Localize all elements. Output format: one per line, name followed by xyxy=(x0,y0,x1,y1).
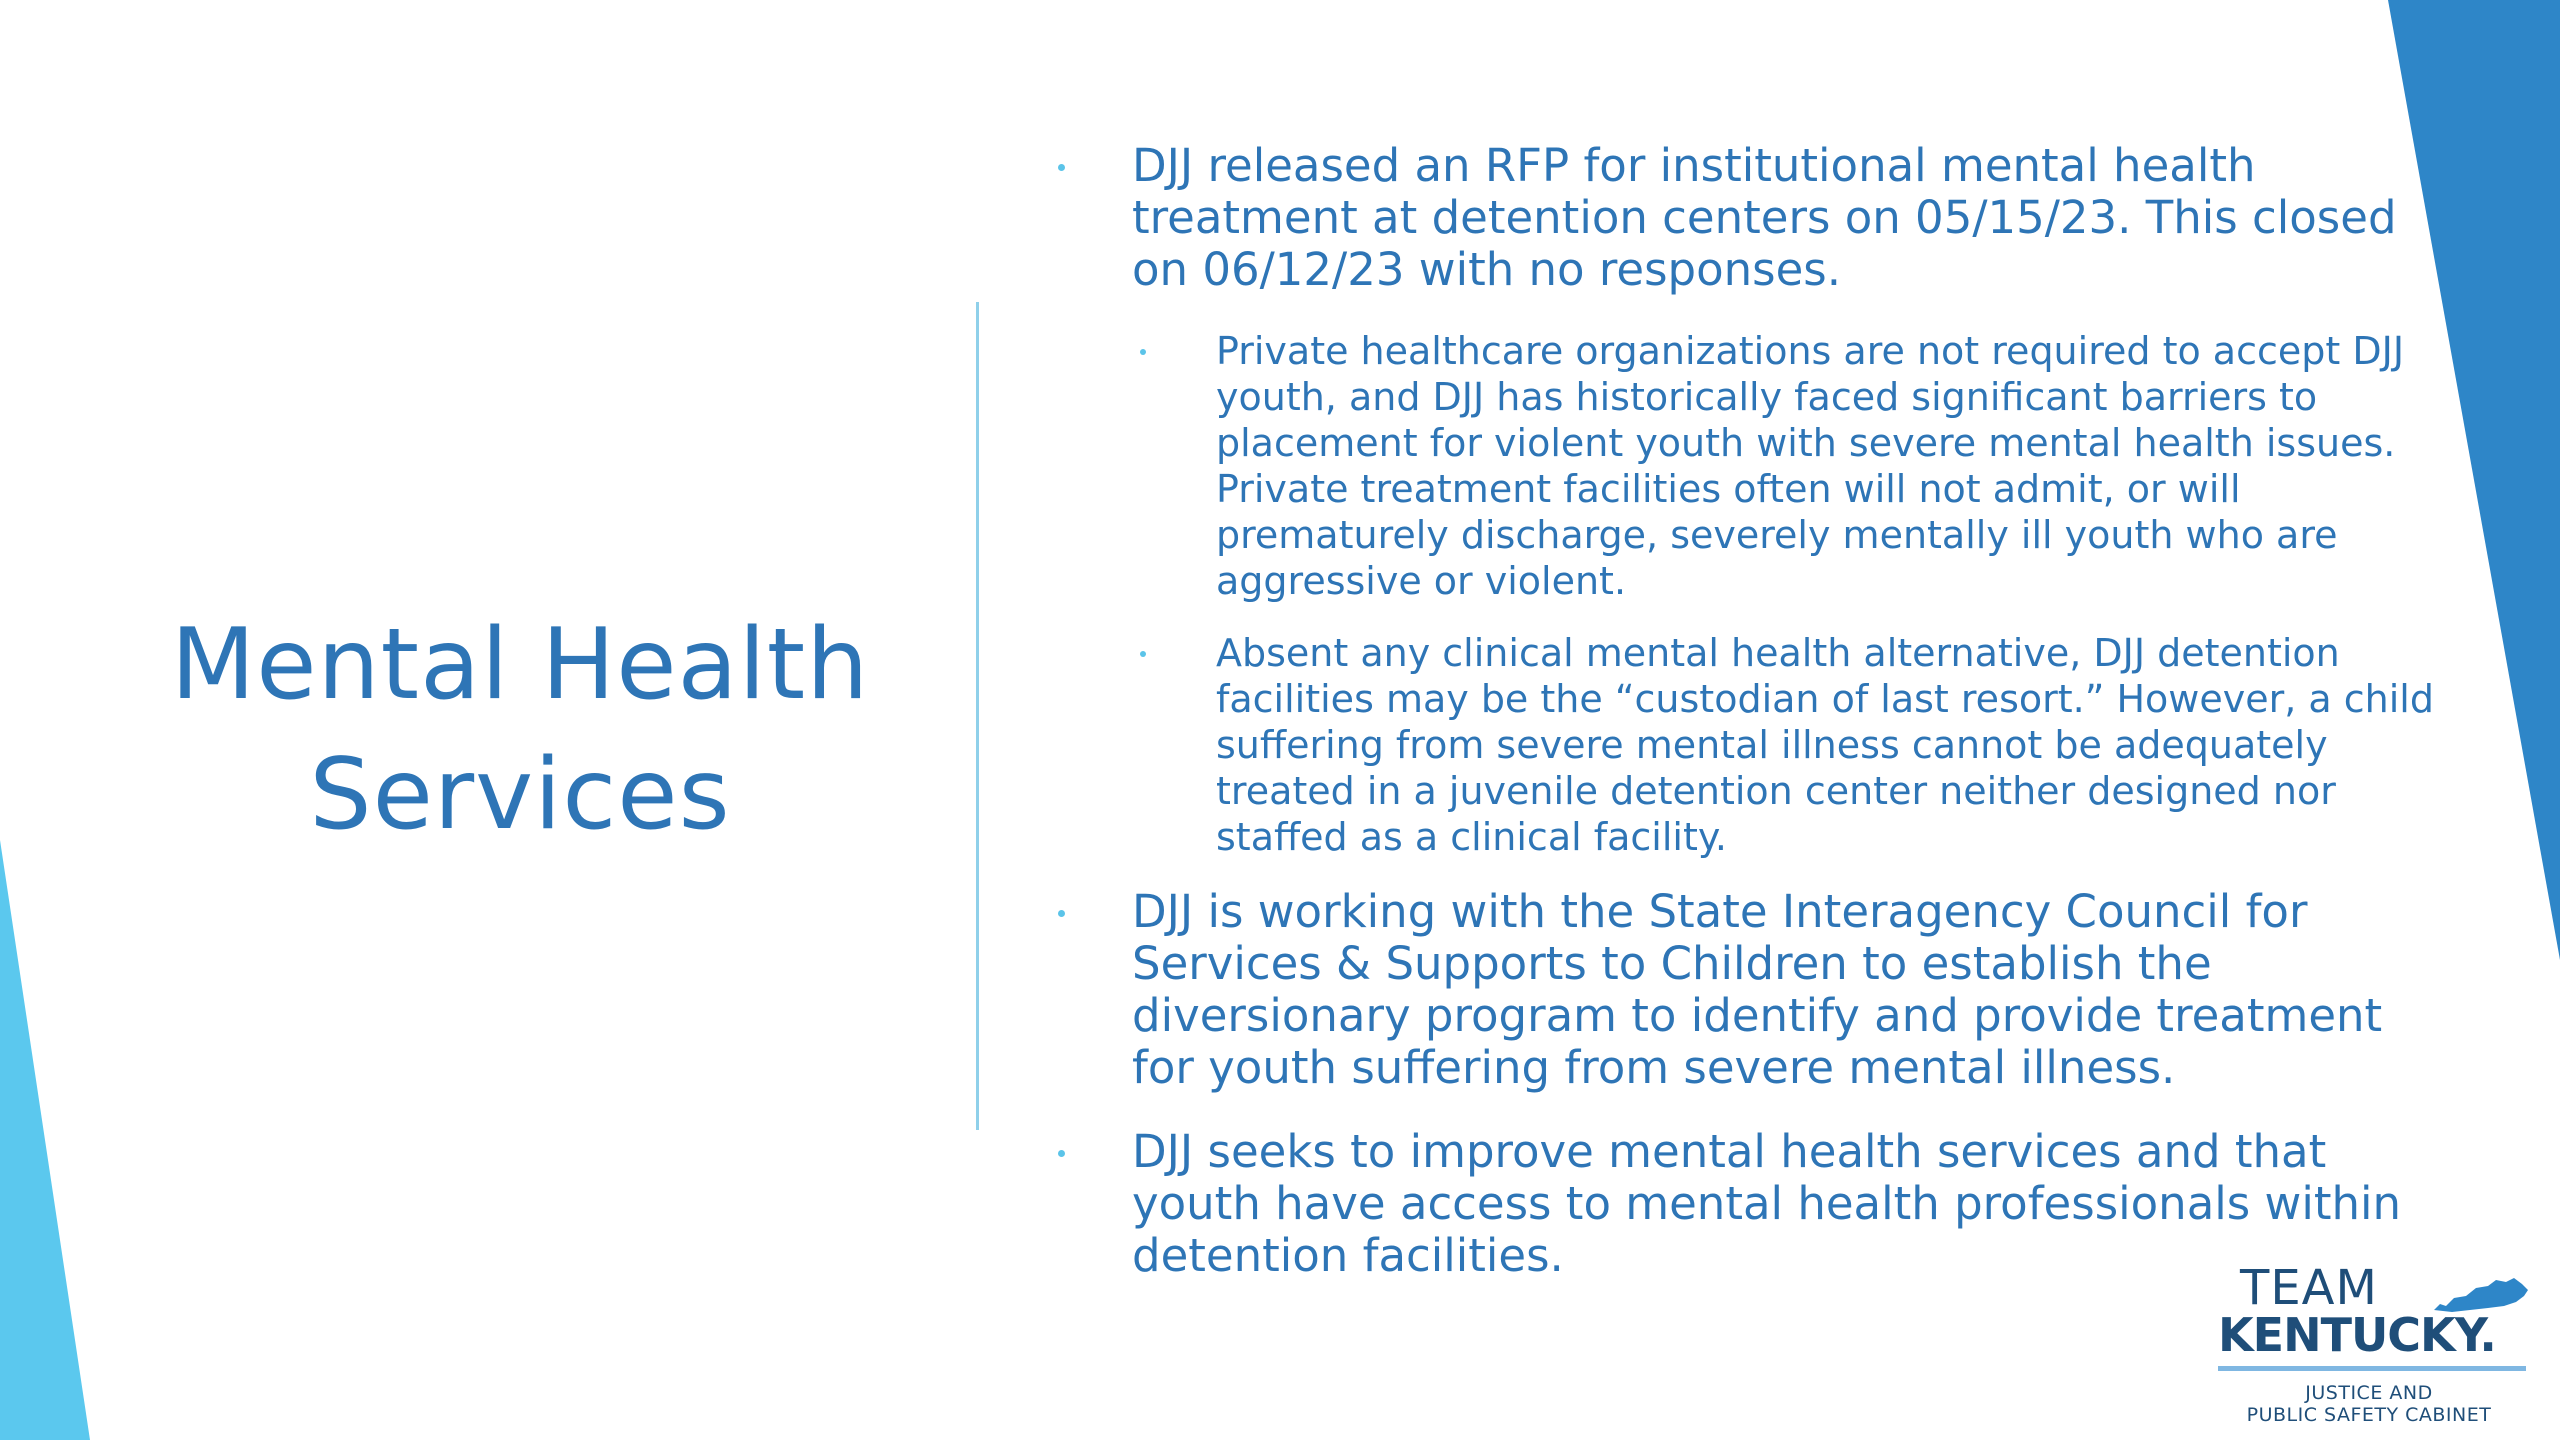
logo-team-text: TEAM xyxy=(2240,1260,2378,1316)
left-light-band xyxy=(0,840,90,1440)
sub-bullet-item: Private healthcare organizations are not required to accept DJJ youth, and DJJ has historically faced significant barriers to placement for violent youth with severe mental health issues. Private treatment facilities often will not admit, or will prematurely discharge, severely mentally ill youth who are aggressive or violent. xyxy=(1132,328,2450,604)
sub-bullet-item: Absent any clinical mental health alternative, DJJ detention facilities may be the “custodian of last resort.” However, a child suffering from severe mental illness cannot be adequately treated in a juvenile detention center neither designed nor staffed as a clinical facility. xyxy=(1132,630,2450,860)
logo-rule xyxy=(2218,1366,2526,1371)
logo-cabinet-line-2: PUBLIC SAFETY CABINET xyxy=(2246,1404,2492,1426)
logo-cabinet-line-1: JUSTICE AND xyxy=(2305,1382,2433,1404)
title-line-1: Mental Health xyxy=(170,608,870,722)
logo-kentucky-text: KENTUCKY. xyxy=(2218,1308,2496,1362)
vertical-divider xyxy=(976,302,979,1130)
bullet-list xyxy=(1050,140,2450,1314)
bullet-item: DJJ seeks to improve mental health services and that youth have access to mental health professionals within detention facilities. xyxy=(1050,1126,2450,1282)
slide-title xyxy=(100,600,940,861)
bullet-item: DJJ is working with the State Interagency Council for Services & Supports to Children to establish the diversionary program to identify and provide treatment for youth suffering from severe mental illness. xyxy=(1050,886,2450,1094)
team-kentucky-logo xyxy=(2210,1262,2540,1432)
bullet-item: DJJ released an RFP for institutional mental health treatment at detention centers on 05/15/23. This closed on 06/12/23 with no responses. xyxy=(1050,140,2450,296)
title-line-2: Services xyxy=(309,738,731,853)
